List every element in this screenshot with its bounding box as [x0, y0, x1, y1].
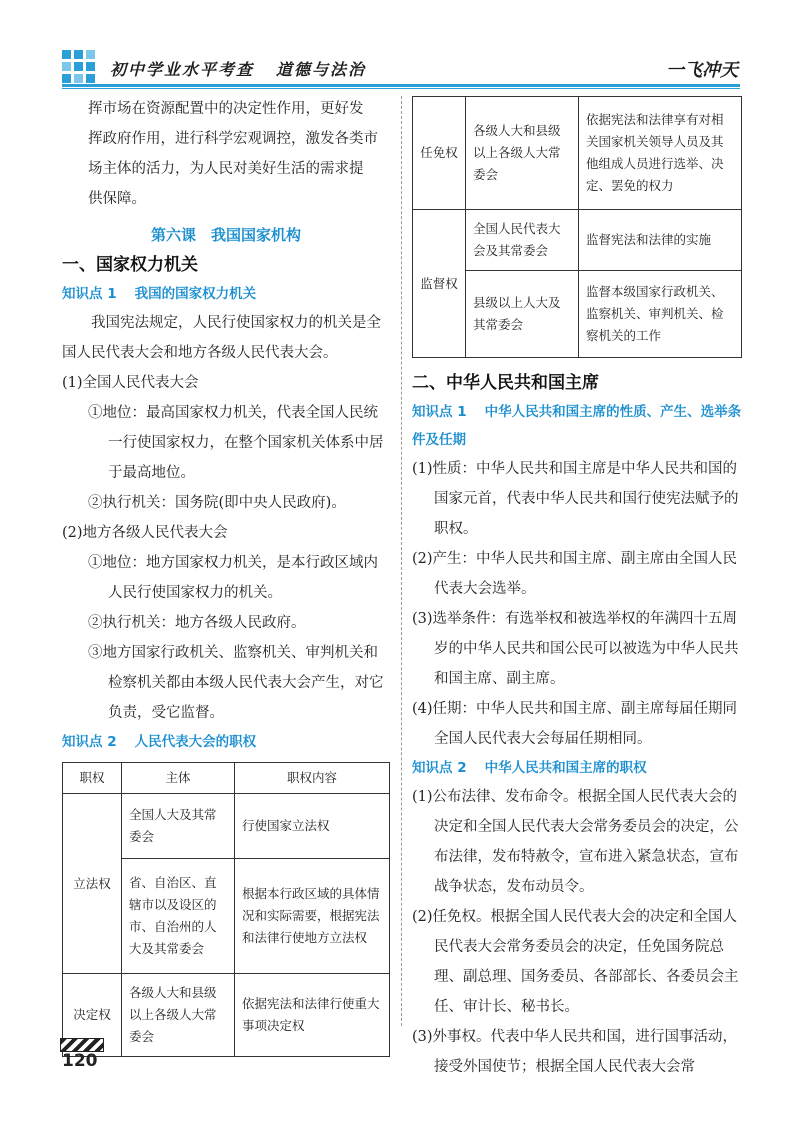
table-cell-power: 监督权: [413, 210, 466, 358]
knowledge-point-heading: [412, 398, 742, 454]
header-series: 初中学业水平考查: [110, 60, 255, 79]
right-column: [412, 96, 742, 1082]
powers-table: [62, 762, 390, 1057]
table-cell-content: 监督宪法和法律的实施: [579, 210, 742, 271]
section-heading: 一、国家权力机关: [62, 255, 198, 275]
kp-title: 我国的国家权力机关: [134, 286, 257, 302]
section-heading: 二、中华人民共和国主席: [412, 373, 599, 393]
page-number: 120: [62, 1051, 98, 1071]
npc-heading: (1)全国人民代表大会: [62, 375, 199, 391]
npc-item: ②执行机关：国务院(即中央人民政府)。: [88, 495, 346, 511]
president-item: (1)性质：中华人民共和国主席是中华人民共和国的国家元首，代表中华人民共和国行使宪法赋予的职权。: [412, 461, 739, 537]
kp1-paragraph: 我国宪法规定，人民行使国家权力的机关是全国人民代表大会和地方各级人民代表大会。: [62, 315, 381, 361]
npc-item: ①地位：最高国家权力机关，代表全国人民统一行使国家权力，在整个国家机关体系中居于最高地位。: [88, 405, 384, 481]
page-number-badge: [60, 1038, 102, 1078]
table-header: 主体: [122, 763, 235, 794]
kp-label: 知识点 2: [62, 734, 117, 750]
president-item: (3)选举条件：有选举权和被选举权的年满四十五周岁的中华人民共和国公民可以被选为中华人民共和国主席、副主席。: [412, 611, 739, 687]
intro-line: 场主体的活力，为人民对美好生活的需求提: [88, 161, 364, 177]
kp-label: 知识点 1: [412, 404, 467, 420]
lesson-title: 第六课 我国国家机构: [150, 226, 301, 244]
kp-title: 中华人民共和国主席的职权: [484, 760, 647, 776]
president-item: (4)任期：中华人民共和国主席、副主席每届任期同全国人民代表大会每届任期相同。: [412, 701, 738, 747]
header-subject: 道德与法治: [276, 60, 367, 79]
page-number-stripes: [60, 1038, 104, 1052]
powers-table-continued: [412, 96, 742, 358]
local-item: ②执行机关：地方各级人民政府。: [88, 615, 306, 631]
table-cell-subject: 县级以上人大及其常委会: [466, 271, 579, 358]
table-cell-subject: 省、自治区、直辖市以及设区的市、自治州的人大及其常委会: [122, 859, 235, 974]
intro-line: 挥市场在资源配置中的决定性作用，更好发: [88, 101, 364, 117]
table-cell-subject: 各级人大和县级以上各级人大常委会: [466, 97, 579, 210]
knowledge-point-heading: [62, 728, 390, 756]
table-header: 职权: [63, 763, 122, 794]
header-brand: 一飞冲天: [666, 60, 738, 81]
table-cell-content: 依据宪法和法律享有对相关国家机关领导人员及其他组成人员进行选举、决定、罢免的权力: [579, 97, 742, 210]
president-item: (2)产生：中华人民共和国主席、副主席由全国人民代表大会选举。: [412, 551, 738, 597]
header-title: [110, 57, 388, 80]
table-cell-power: 任免权: [413, 97, 466, 210]
left-column: [62, 94, 390, 1057]
local-item: ①地位：地方国家权力机关，是本行政区域内人民行使国家权力的机关。: [88, 555, 378, 601]
header-logo-icon: [62, 50, 100, 82]
intro-line: 挥政府作用，进行科学宏观调控，激发各类市: [88, 131, 378, 147]
table-row: [63, 974, 390, 1057]
table-cell-content: 行使国家立法权: [235, 794, 390, 859]
table-cell-content: 根据本行政区域的具体情况和实际需要，根据宪法和法律行使地方立法权: [235, 859, 390, 974]
table-cell-content: 依据宪法和法律行使重大事项决定权: [235, 974, 390, 1057]
header-rule: [62, 84, 740, 87]
knowledge-point-heading: [62, 280, 390, 308]
table-cell-subject: 各级人大和县级以上各级人大常委会: [122, 974, 235, 1057]
table-row: [413, 97, 742, 210]
table-cell-subject: 全国人大及其常委会: [122, 794, 235, 859]
knowledge-point-heading: [412, 754, 742, 782]
power-item: (1)公布法律、发布命令。根据全国人民代表大会的决定和全国人民代表大会常务委员会的决定，公布法律，发布特赦令，宣布进入紧急状态，宣布战争状态，发布动员令。: [412, 789, 739, 895]
table-cell-power: 立法权: [63, 794, 122, 974]
table-header-row: [63, 763, 390, 794]
intro-paragraph: [62, 94, 390, 214]
table-row: [63, 794, 390, 859]
kp-title: 中华人民共和国主席的性质、产生、选举条件及任期: [412, 404, 742, 448]
kp-label: 知识点 1: [62, 286, 117, 302]
local-heading: (2)地方各级人民代表大会: [62, 525, 228, 541]
local-item: ③地方国家行政机关、监察机关、审判机关和检察机关都由本级人民代表大会产生，对它负责，受它监督。: [88, 645, 384, 721]
table-header: 职权内容: [235, 763, 390, 794]
power-item: (3)外事权。代表中华人民共和国，进行国事活动，接受外国使节；根据全国人民代表大会常: [412, 1029, 738, 1075]
table-cell-power: 决定权: [63, 974, 122, 1057]
kp-title: 人民代表大会的职权: [134, 734, 257, 750]
table-cell-subject: 全国人民代表大会及其常委会: [466, 210, 579, 271]
table-cell-content: 监督本级国家行政机关、监察机关、审判机关、检察机关的工作: [579, 271, 742, 358]
page-header: [0, 0, 800, 90]
kp-label: 知识点 2: [412, 760, 467, 776]
power-item: (2)任免权。根据全国人民代表大会的决定和全国人民代表大会常务委员会的决定，任免国务院总理、副总理、国务委员、各部部长、各委员会主任、审计长、秘书长。: [412, 909, 739, 1015]
table-row: [413, 210, 742, 271]
header-rule-thin: [62, 88, 740, 89]
intro-line: 供保障。: [88, 191, 146, 207]
column-divider: [401, 96, 402, 1026]
